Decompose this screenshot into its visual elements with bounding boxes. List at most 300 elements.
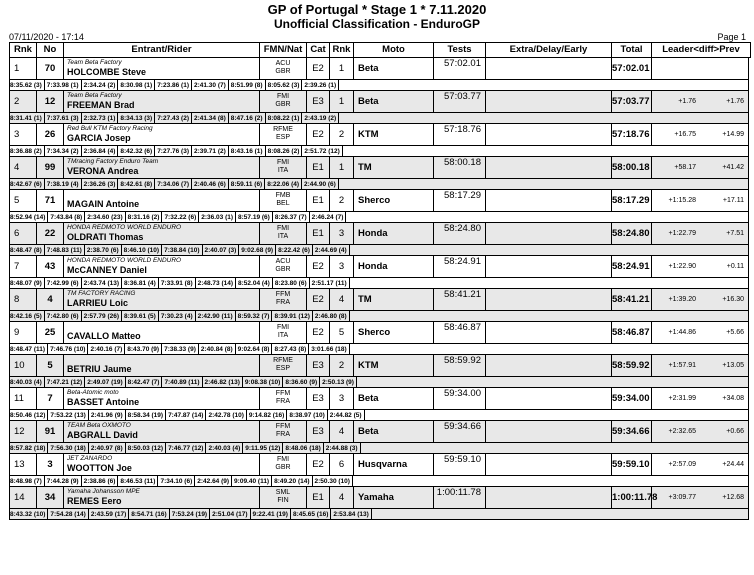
split-divider (128, 509, 129, 520)
split-time: 8:39.61 (5) (124, 313, 156, 320)
tests-cell: 58:00.18 (434, 157, 486, 178)
moto-cell: Beta (354, 421, 434, 442)
entrant-cell (64, 190, 260, 211)
category-cell: E3 (307, 388, 330, 409)
entrant-cell (64, 256, 260, 277)
split-time: 8:42.32 (6) (120, 148, 153, 155)
split-time: 8:43.32 (10) (10, 511, 46, 518)
split-time: 2:42.90 (11) (197, 313, 233, 320)
rider-name: GARCIA Josep (67, 133, 131, 143)
leader-prev-cell (650, 58, 748, 79)
col-cat: Cat (307, 43, 330, 57)
number-cell: 91 (37, 421, 64, 442)
number-cell: 7 (37, 388, 64, 409)
split-time: 8:42.67 (6) (10, 181, 42, 188)
fmn-nat-cell (260, 223, 307, 244)
split-time: 2:40.46 (6) (193, 181, 226, 188)
prev-diff: +34.08 (722, 395, 744, 402)
rank-cell: 3 (10, 124, 37, 145)
table-row (9, 123, 749, 157)
leader-prev-cell (650, 421, 748, 442)
split-time: 7:53.22 (13) (50, 412, 86, 419)
entrant-cell (64, 58, 260, 79)
rider-name: MAGAIN Antoine (67, 199, 140, 209)
split-divider (290, 509, 291, 520)
split-time: 2:40.03 (4) (208, 445, 241, 452)
number-cell: 22 (37, 223, 64, 244)
fmn-nat-cell (260, 256, 307, 277)
split-time: 7:56.30 (18) (50, 445, 86, 452)
split-time: 8:39.91 (12) (274, 313, 310, 320)
extra-delay-cell (486, 421, 612, 442)
split-time: 7:43.84 (8) (50, 214, 83, 221)
extra-delay-cell (486, 190, 612, 211)
number-cell: 3 (37, 454, 64, 475)
split-time: 8:48.47 (8) (10, 247, 42, 254)
entrant-cell (64, 289, 260, 310)
split-time: 2:48.73 (14) (197, 280, 234, 287)
split-time: 2:44.69 (4) (314, 247, 347, 254)
entrant-cell (64, 91, 260, 112)
entrant-cell (64, 322, 260, 343)
total-cell: 58:24.80 (612, 223, 652, 244)
col-rnk: Rnk (10, 43, 37, 57)
split-time: 7:34.10 (6) (160, 478, 193, 485)
tests-cell: 58:24.91 (434, 256, 486, 277)
moto-cell: Honda (354, 223, 434, 244)
extra-delay-cell (486, 157, 612, 178)
split-time: 3:01.66 (18) (311, 346, 347, 353)
split-time: 7:47.87 (14) (168, 412, 204, 419)
split-time: 2:41.34 (8) (193, 115, 226, 122)
fmn-code: ACU (275, 60, 291, 67)
split-time: 2:38.70 (6) (86, 247, 119, 254)
split-time: 2:38.86 (6) (83, 478, 116, 485)
category-rank-cell: 3 (330, 388, 354, 409)
split-time: 8:43.70 (9) (127, 346, 160, 353)
fmn-code: RFME (273, 126, 293, 133)
split-time: 8:36.88 (2) (10, 148, 42, 155)
split-time: 2:43.19 (2) (304, 115, 337, 122)
moto-cell: Beta (354, 58, 434, 79)
split-time: 7:46.76 (10) (50, 346, 86, 353)
split-time: 8:48.07 (9) (10, 280, 42, 287)
leader-diff: +1:22.79 (668, 230, 696, 237)
rank-cell: 11 (10, 388, 37, 409)
split-time: 8:59.32 (7) (237, 313, 270, 320)
fmn-code: FMI (276, 225, 290, 232)
fmn-code: SML (275, 489, 291, 496)
rider-name: VERONA Andrea (67, 166, 139, 176)
split-time: 7:30.23 (4) (160, 313, 193, 320)
rider-name: CAVALLO Matteo (67, 331, 141, 341)
split-time: 2:51.72 (12) (304, 148, 340, 155)
split-time: 2:40.84 (8) (200, 346, 233, 353)
split-time: 8:48.06 (18) (285, 445, 321, 452)
fmn-nat-cell (260, 91, 307, 112)
split-time: 2:40.97 (8) (90, 445, 123, 452)
leader-prev-cell (650, 91, 748, 112)
split-time: 7:42.80 (6) (46, 313, 79, 320)
fmn-code: FFM (275, 291, 291, 298)
split-time: 8:40.03 (4) (10, 379, 42, 386)
entrant-cell (64, 124, 260, 145)
leader-diff: +58.17 (674, 164, 696, 171)
split-time: 2:39.26 (1) (304, 82, 337, 89)
total-cell: 58:46.87 (612, 322, 652, 343)
rider-name: WOOTTON Joe (67, 463, 132, 473)
nationality-code: ESP (275, 365, 290, 372)
split-time: 2:41.96 (9) (90, 412, 123, 419)
prev-diff: +12.68 (722, 494, 744, 501)
category-rank-cell: 2 (330, 355, 354, 376)
category-cell: E1 (307, 487, 330, 508)
fmn-nat-cell (260, 487, 307, 508)
category-cell: E2 (307, 289, 330, 310)
split-time: 7:54.28 (14) (50, 511, 86, 518)
table-row (9, 453, 749, 487)
table-row (9, 321, 749, 355)
entrant-cell (64, 421, 260, 442)
fmn-code: FMI (276, 159, 290, 166)
split-time: 2:44.90 (6) (304, 181, 336, 188)
split-divider (330, 509, 331, 520)
prev-diff: +1.76 (726, 98, 744, 105)
entrant-cell (64, 487, 260, 508)
split-time: 2:50.30 (10) (314, 478, 350, 485)
fmn-code: FFM (275, 423, 291, 430)
moto-cell: Sherco (354, 322, 434, 343)
table-row (9, 354, 749, 388)
nationality-code: GBR (275, 266, 291, 273)
split-time: 8:26.37 (7) (274, 214, 307, 221)
split-time: 7:38.84 (10) (164, 247, 200, 254)
split-time: 2:46.24 (7) (311, 214, 344, 221)
leader-diff: +2:57.09 (668, 461, 696, 468)
category-cell: E2 (307, 256, 330, 277)
leader-prev-cell (650, 355, 748, 376)
leader-prev-cell (650, 487, 748, 508)
col-total: Total (612, 43, 652, 57)
moto-cell: Beta (354, 91, 434, 112)
split-time: 2:36.84 (4) (83, 148, 116, 155)
rider-name: LARRIEU Loic (67, 298, 129, 308)
category-rank-cell: 3 (330, 223, 354, 244)
category-rank-cell: 5 (330, 322, 354, 343)
split-time: 8:47.16 (2) (230, 115, 263, 122)
entrant-cell (64, 157, 260, 178)
tests-cell: 58:24.80 (434, 223, 486, 244)
rider-name: BETRIU Jaume (67, 364, 132, 374)
fmn-nat-cell (260, 157, 307, 178)
split-time: 9:08.38 (10) (244, 379, 281, 386)
col-moto: Moto (354, 43, 434, 57)
extra-delay-cell (486, 58, 612, 79)
split-time: 8:42.16 (5) (10, 313, 42, 320)
nationality-code: ESP (275, 134, 290, 141)
category-cell: E3 (307, 355, 330, 376)
table-row (9, 387, 749, 421)
moto-cell: Yamaha (354, 487, 434, 508)
split-time: 7:34.06 (7) (157, 181, 189, 188)
total-cell: 58:17.29 (612, 190, 652, 211)
nationality-code: FRA (276, 299, 290, 306)
extra-delay-cell (486, 289, 612, 310)
team-name: HONDA REDMOTO WORLD ENDURO (67, 257, 182, 264)
number-cell: 71 (37, 190, 64, 211)
table-row (9, 90, 749, 124)
leader-diff: +2:31.99 (668, 395, 696, 402)
split-time: 8:57.82 (18) (10, 445, 46, 452)
split-time: 2:42.78 (10) (208, 412, 244, 419)
split-time: 2:46.80 (8) (314, 313, 347, 320)
table-row (9, 288, 749, 322)
split-time: 7:46.77 (12) (168, 445, 204, 452)
leader-diff: +16.75 (674, 131, 696, 138)
split-time: 7:34.34 (2) (46, 148, 79, 155)
moto-cell: TM (354, 157, 434, 178)
team-name: Team Beta Factory (67, 59, 122, 66)
split-time: 8:52.04 (4) (238, 280, 270, 287)
nationality-code: GBR (275, 464, 291, 471)
split-time: 7:53.24 (19) (171, 511, 208, 518)
category-rank-cell: 3 (330, 256, 354, 277)
col-entrant: Entrant/Rider (64, 43, 260, 57)
split-time: 7:38.19 (4) (46, 181, 79, 188)
split-time: 7:27.76 (3) (157, 148, 189, 155)
extra-delay-cell (486, 91, 612, 112)
rider-name: ABGRALL David (67, 430, 138, 440)
fmn-code: RFME (273, 357, 293, 364)
split-time: 8:35.62 (3) (10, 82, 42, 89)
table-row (9, 420, 749, 454)
split-time: 8:58.34 (19) (127, 412, 164, 419)
rider-name: HOLCOMBE Steve (67, 67, 147, 77)
rank-cell: 12 (10, 421, 37, 442)
category-cell: E2 (307, 124, 330, 145)
number-cell: 34 (37, 487, 64, 508)
split-time: 8:27.43 (8) (274, 346, 307, 353)
category-rank-cell: 4 (330, 487, 354, 508)
entrant-cell (64, 454, 260, 475)
total-cell: 1:00:11.78 (612, 487, 652, 508)
page-number: Page 1 (717, 32, 746, 42)
split-time: 2:49.07 (19) (87, 379, 123, 386)
rider-name: FREEMAN Brad (67, 100, 135, 110)
category-rank-cell: 1 (330, 157, 354, 178)
split-time: 8:38.97 (10) (289, 412, 325, 419)
split-time: 8:54.71 (16) (131, 511, 167, 518)
leader-prev-cell (650, 289, 748, 310)
fmn-nat-cell (260, 355, 307, 376)
split-time: 2:44.82 (5) (329, 412, 362, 419)
split-time: 7:42.99 (6) (46, 280, 79, 287)
moto-cell: KTM (354, 355, 434, 376)
number-cell: 43 (37, 256, 64, 277)
split-time: 2:40.07 (3) (204, 247, 237, 254)
extra-delay-cell (486, 256, 612, 277)
split-time: 2:34.24 (2) (83, 82, 116, 89)
category-rank-cell: 2 (330, 124, 354, 145)
split-time: 8:46.53 (11) (120, 478, 156, 485)
fmn-code: FFM (275, 390, 291, 397)
leader-prev-cell (650, 124, 748, 145)
nationality-code: FRA (276, 431, 290, 438)
split-time: 9:22.41 (19) (252, 511, 288, 518)
rank-cell: 5 (10, 190, 37, 211)
category-cell: E3 (307, 421, 330, 442)
split-time: 7:47.21 (12) (46, 379, 83, 386)
fmn-nat-cell (260, 388, 307, 409)
split-time: 9:02.64 (8) (237, 346, 270, 353)
fmn-nat-cell (260, 124, 307, 145)
split-time: 2:36.26 (3) (83, 181, 116, 188)
leader-prev-cell (650, 223, 748, 244)
moto-cell: Husqvarna (354, 454, 434, 475)
tests-cell: 59:34.00 (434, 388, 486, 409)
split-time: 2:57.79 (26) (83, 313, 120, 320)
split-time: 8:49.20 (14) (274, 478, 310, 485)
split-time: 2:46.82 (13) (204, 379, 240, 386)
leader-prev-cell (650, 454, 748, 475)
split-time: 8:42.61 (8) (120, 181, 153, 188)
split-time: 2:43.74 (13) (83, 280, 120, 287)
split-time: 2:44.88 (3) (325, 445, 358, 452)
number-cell: 99 (37, 157, 64, 178)
leader-diff: +3:09.77 (668, 494, 696, 501)
split-time: 2:34.60 (23) (87, 214, 123, 221)
split-time: 2:43.59 (17) (90, 511, 127, 518)
team-name: Red Bull KTM Factory Racing (67, 125, 153, 132)
split-divider (250, 509, 251, 520)
prev-diff: +24.44 (722, 461, 744, 468)
table-header (9, 42, 751, 58)
rank-cell: 1 (10, 58, 37, 79)
prev-diff: +16.30 (722, 296, 744, 303)
moto-cell: KTM (354, 124, 434, 145)
split-time: 8:36.60 (9) (285, 379, 318, 386)
split-time: 9:14.82 (16) (248, 412, 285, 419)
prev-diff: +0.66 (726, 428, 744, 435)
number-cell: 70 (37, 58, 64, 79)
rank-cell: 6 (10, 223, 37, 244)
rider-name: BASSET Antoine (67, 397, 140, 407)
team-name: TMracing Factory Enduro Team (67, 158, 159, 165)
leader-prev-cell (650, 190, 748, 211)
split-time: 8:50.03 (12) (127, 445, 164, 452)
rank-cell: 2 (10, 91, 37, 112)
extra-delay-cell (486, 322, 612, 343)
split-divider (88, 509, 89, 520)
total-cell: 57:18.76 (612, 124, 652, 145)
split-time: 7:32.22 (6) (164, 214, 197, 221)
extra-delay-cell (486, 124, 612, 145)
split-time: 2:39.71 (2) (193, 148, 226, 155)
split-time: 9:09.40 (11) (234, 478, 270, 485)
leader-prev-cell (650, 256, 748, 277)
team-name: Beta-Atomic moto (67, 389, 119, 396)
split-time: 8:23.80 (6) (274, 280, 307, 287)
split-time: 2:40.16 (7) (90, 346, 123, 353)
split-time: 8:08.22 (1) (267, 115, 300, 122)
entrant-cell (64, 388, 260, 409)
leader-diff: +2:32.65 (668, 428, 696, 435)
split-time: 2:50.13 (9) (322, 379, 354, 386)
leader-diff: +1:39.20 (668, 296, 696, 303)
extra-delay-cell (486, 355, 612, 376)
category-rank-cell: 1 (330, 91, 354, 112)
team-name: TM FACTORY RACING (67, 290, 136, 297)
split-time: 8:31.41 (1) (10, 115, 42, 122)
number-cell: 12 (37, 91, 64, 112)
category-cell: E1 (307, 223, 330, 244)
team-name: Team Beta Factory (67, 92, 122, 99)
category-rank-cell: 2 (330, 190, 354, 211)
rank-cell: 4 (10, 157, 37, 178)
team-name: TEAM Beta OXMOTO (67, 422, 131, 429)
nationality-code: ITA (277, 167, 289, 174)
table-row (9, 486, 749, 520)
fmn-code: FMI (276, 456, 290, 463)
leader-prev-cell (650, 322, 748, 343)
split-time: 8:48.98 (7) (10, 478, 42, 485)
extra-delay-cell (486, 223, 612, 244)
split-time: 7:33.91 (8) (160, 280, 193, 287)
total-cell: 59:34.66 (612, 421, 652, 442)
number-cell: 5 (37, 355, 64, 376)
total-cell: 57:02.01 (612, 58, 652, 79)
split-time: 7:33.98 (1) (46, 82, 79, 89)
rank-cell: 14 (10, 487, 37, 508)
split-time: 8:50.46 (12) (10, 412, 46, 419)
nationality-code: ITA (277, 332, 289, 339)
page-title: GP of Portugal * Stage 1 * 7.11.2020 (267, 2, 487, 17)
rider-name: McCANNEY Daniel (67, 265, 147, 275)
split-time: 7:40.89 (11) (164, 379, 200, 386)
fmn-nat-cell (260, 421, 307, 442)
table-row (9, 255, 749, 289)
entrant-cell (64, 223, 260, 244)
tests-cell: 57:18.76 (434, 124, 486, 145)
leader-prev-cell (650, 157, 748, 178)
moto-cell: TM (354, 289, 434, 310)
category-cell: E1 (307, 157, 330, 178)
col-no: No (37, 43, 64, 57)
prev-diff: +41.42 (722, 164, 744, 171)
split-divider (371, 509, 372, 520)
prev-diff: +13.05 (722, 362, 744, 369)
tests-cell: 58:59.92 (434, 355, 486, 376)
tests-cell: 57:03.77 (434, 91, 486, 112)
fmn-code: FMB (275, 192, 291, 199)
extra-delay-cell (486, 487, 612, 508)
tests-cell: 1:00:11.78 (434, 487, 486, 508)
split-time: 2:41.30 (7) (193, 82, 226, 89)
split-time: 8:31.16 (2) (127, 214, 160, 221)
fmn-nat-cell (260, 454, 307, 475)
table-row (9, 57, 749, 91)
nationality-code: BEL (276, 200, 290, 207)
team-name: Yamaha Johansson MPE (67, 488, 140, 495)
rank-cell: 7 (10, 256, 37, 277)
split-time: 8:08.26 (2) (267, 148, 300, 155)
rider-name: REMES Eero (67, 496, 122, 506)
split-time: 8:59.11 (6) (230, 181, 263, 188)
split-time: 8:57.19 (6) (238, 214, 270, 221)
nationality-code: GBR (275, 68, 291, 75)
table-row (9, 156, 749, 190)
tests-cell: 58:41.21 (434, 289, 486, 310)
